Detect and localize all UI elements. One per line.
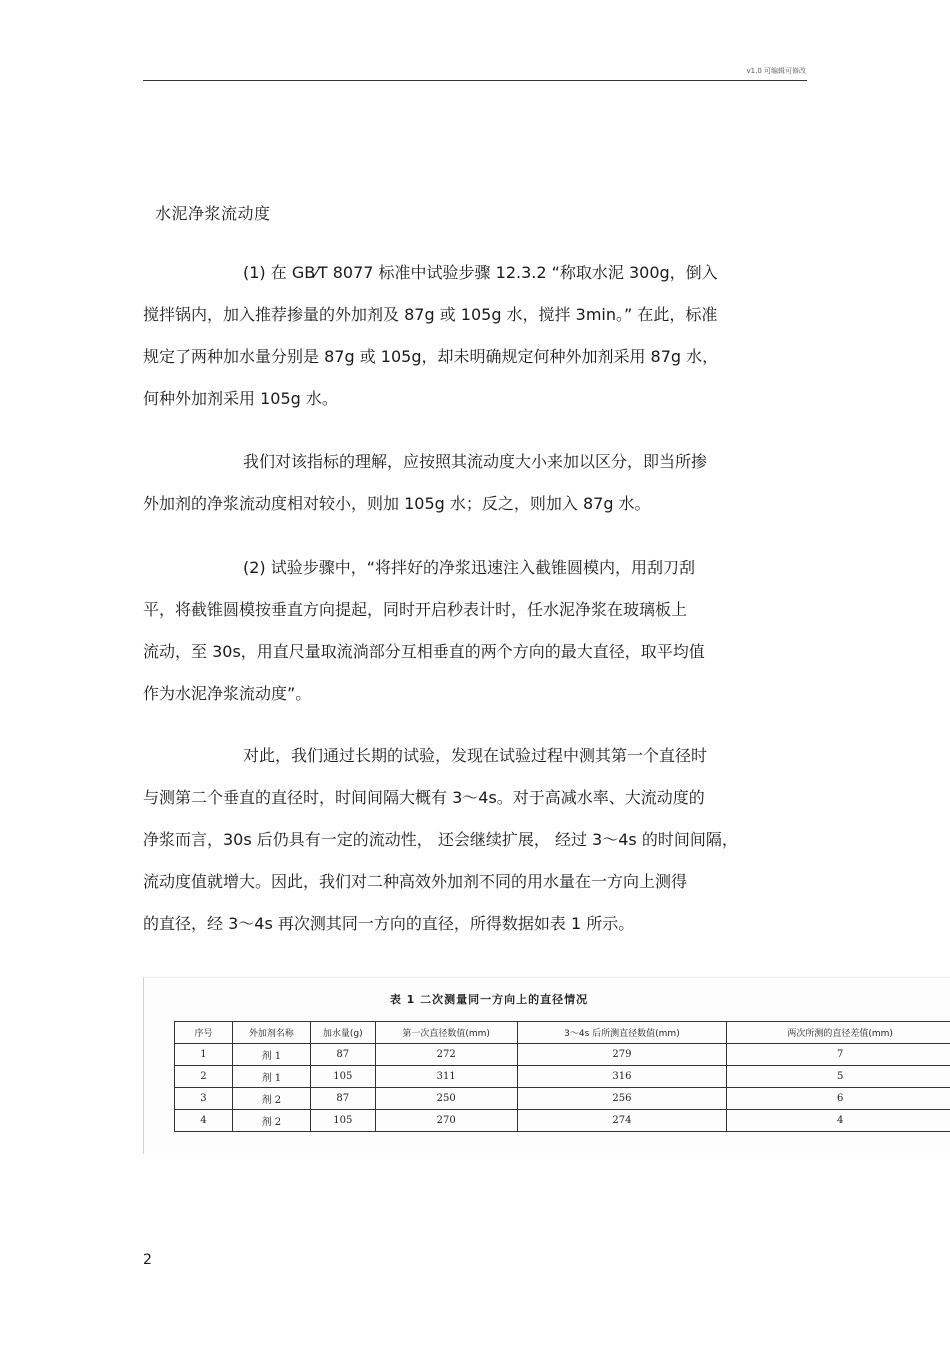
table-cell: 7 [727, 1044, 950, 1066]
paragraph-line: 净浆而言，30s 后仍具有一定的流动性， 还会继续扩展， 经过 3～4s 的时间间隔， [143, 830, 738, 849]
section-title: 水泥净浆流动度 [155, 204, 271, 223]
column-header: 外加剂名称 [232, 1022, 310, 1044]
table-row [175, 1044, 950, 1066]
paragraph-line: 作为水泥净浆流动度”。 [143, 684, 312, 703]
column-header: 两次所测的直径差值(mm) [727, 1022, 950, 1044]
table-cell: 311 [375, 1066, 517, 1088]
paragraph-3 [143, 547, 823, 715]
paragraph-line: 搅拌锅内，加入推荐掺量的外加剂及 87g 或 105g 水，搅拌 3min。” 在此，标准 [143, 305, 718, 324]
table-cell: 256 [517, 1088, 727, 1110]
paragraph-2 [143, 441, 823, 525]
table-cell: 6 [727, 1088, 950, 1110]
table-row [175, 1066, 950, 1088]
table-row [175, 1110, 950, 1132]
paragraph-line: 的直径，经 3～4s 再次测其同一方向的直径，所得数据如表 1 所示。 [143, 914, 635, 933]
table-cell: 剂 2 [232, 1110, 310, 1132]
paragraph-line: (2) 试验步骤中，“将拌好的净浆迅速注入截锥圆模内，用刮刀刮 [243, 558, 696, 577]
paragraph-line: 对此，我们通过长期的试验，发现在试验过程中测其第一个直径时 [243, 746, 708, 765]
table-cell: 250 [375, 1088, 517, 1110]
table-cell: 316 [517, 1066, 727, 1088]
paragraph-line: 外加剂的净浆流动度相对较小，则加 105g 水；反之，则加入 87g 水。 [143, 494, 651, 513]
table-cell: 87 [310, 1044, 375, 1066]
table-row [175, 1088, 950, 1110]
paragraph-4 [143, 735, 823, 945]
paragraph-line: 流动，至 30s，用直尺量取流淌部分互相垂直的两个方向的最大直径，取平均值 [143, 642, 705, 661]
table-cell: 4 [727, 1110, 950, 1132]
table-cell: 剂 2 [232, 1088, 310, 1110]
table-figure [143, 977, 950, 1154]
table-cell: 剂 1 [232, 1044, 310, 1066]
paragraph-line: 我们对该指标的理解，应按照其流动度大小来加以区分，即当所掺 [243, 452, 708, 471]
column-header: 序号 [175, 1022, 233, 1044]
table-cell: 274 [517, 1110, 727, 1132]
column-header: 3～4s 后所测直径数值(mm) [517, 1022, 727, 1044]
table-cell: 剂 1 [232, 1066, 310, 1088]
header-divider [143, 80, 807, 81]
page-number: 2 [143, 1252, 152, 1268]
diameter-table [174, 1021, 950, 1132]
table-cell: 270 [375, 1110, 517, 1132]
table-cell: 279 [517, 1044, 727, 1066]
table-cell: 5 [727, 1066, 950, 1088]
table-cell: 2 [175, 1066, 233, 1088]
table-cell: 272 [375, 1044, 517, 1066]
paragraph-line: 何种外加剂采用 105g 水。 [143, 389, 338, 408]
table-cell: 105 [310, 1110, 375, 1132]
paragraph-line: (1) 在 GB⁄T 8077 标准中试验步骤 12.3.2 “称取水泥 300g，倒入 [243, 263, 718, 282]
table-cell: 87 [310, 1088, 375, 1110]
header-version-label: v1.0 可编辑可修改 [746, 67, 806, 75]
table-cell: 3 [175, 1088, 233, 1110]
table-cell: 1 [175, 1044, 233, 1066]
column-header: 加水量(g) [310, 1022, 375, 1044]
paragraph-1 [143, 252, 823, 420]
table-cell: 4 [175, 1110, 233, 1132]
table-header-row [175, 1022, 950, 1044]
paragraph-line: 与测第二个垂直的直径时，时间间隔大概有 3～4s。对于高减水率、大流动度的 [143, 788, 705, 807]
table-cell: 105 [310, 1066, 375, 1088]
paragraph-line: 流动度值就增大。因此，我们对二种高效外加剂不同的用水量在一方向上测得 [143, 872, 688, 891]
table-title: 表 1 二次测量同一方向上的直径情况 [389, 993, 589, 1006]
paragraph-line: 平，将截锥圆模按垂直方向提起，同时开启秒表计时，任水泥净浆在玻璃板上 [143, 600, 688, 619]
column-header: 第一次直径数值(mm) [375, 1022, 517, 1044]
paragraph-line: 规定了两种加水量分别是 87g 或 105g，却未明确规定何种外加剂采用 87g 水， [143, 347, 719, 366]
